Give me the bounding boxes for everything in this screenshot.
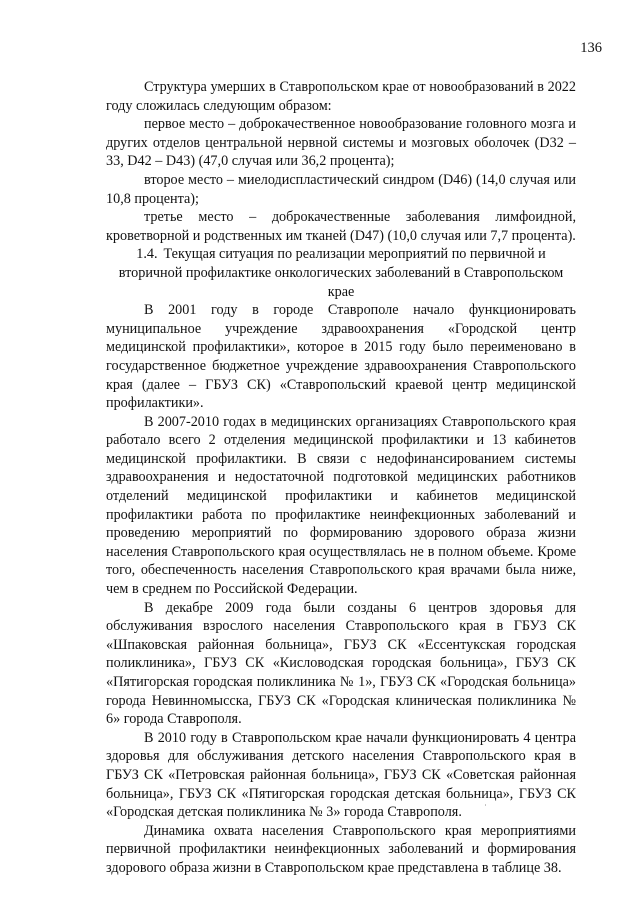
body-paragraph-5: Динамика охвата населения Ставропольского края мероприятиями первичной профилактики неинфекционных заболеваний и формирования здорового образа жизни в Ставропольском крае представлена в таблице 38. (106, 822, 576, 876)
intro-paragraph-2: первое место – доброкачественное новообразование головного мозга и других отделов центральной нервной системы и мозговых оболочек (D32 – 33, D42 – D43) (47,0 случая или 36,2 процента); (106, 116, 576, 170)
body-paragraph-1: В 2001 году в городе Ставрополе начало функционировать муниципальное учреждение здравоохранения «Городской центр медицинской профилактики», которое в 2015 году было переименовано в государственное бюджетное учреждение здравоохранения Ставропольского края (далее – ГБУЗ СК) «Ставропольский краевой центр медицинской профилактики». (106, 302, 576, 412)
section-title: Текущая ситуация по реализации мероприятий по первичной и вторичной профилактике онкологических заболеваний в Ставропольском крае (118, 246, 564, 300)
scan-speck: ˙ (484, 803, 487, 813)
body-paragraph-3: В декабре 2009 года были созданы 6 центров здоровья для обслуживания взрослого населения Ставропольского края в ГБУЗ СК «Шпаковская районная больница», ГБУЗ СК «Ессентукская городская поликлиника», ГБУЗ СК «Кисловодская городская больница», ГБУЗ СК «Пятигорская городская поликлиника № 1», ГБУЗ СК «Городская больница» города Невинномысска, ГБУЗ СК «Городская клиническая поликлиника № 6» города Ставрополя. (106, 599, 576, 728)
page-number: 136 (580, 40, 602, 56)
document-body (106, 78, 576, 878)
intro-paragraph-3: второе место – миелодиспластический синдром (D46) (14,0 случая или 10,8 процента); (106, 171, 576, 207)
intro-paragraph-4: третье место – доброкачественные заболевания лимфоидной, кроветворной и родственных им тканей (D47) (10,0 случая или 7,7 процента). (106, 209, 576, 244)
section-number: 1.4. (136, 246, 158, 263)
body-paragraph-4: В 2010 году в Ставропольском крае начали функционировать 4 центра здоровья для обслуживания детского населения Ставропольского края в ГБУЗ СК «Петровская районная больница», ГБУЗ СК «Советская районная больница», ГБУЗ СК «Пятигорская городская детская больница», ГБУЗ СК «Городская детская поликлиника № 3» города Ставрополя. (106, 729, 576, 821)
section-heading (106, 245, 576, 301)
body-paragraph-2: В 2007-2010 годах в медицинских организациях Ставропольского края работало всего 2 отделения медицинской профилактики и 13 кабинетов медицинской профилактики. В связи с недофинансированием системы здравоохранения и недостаточной подготовкой медицинских работников отделений медицинской профилактики и кабинетов медицинской профилактики работа по профилактике неинфекционных заболеваний и проведению мероприятий по формированию здорового образа жизни населения Ставропольского края осуществлялась не в полном объеме. Кроме того, обеспеченность населения Ставропольского края врачами была ниже, чем в среднем по Российской Федерации. (106, 413, 576, 598)
intro-paragraph-1: Структура умерших в Ставропольском крае от новообразований в 2022 году сложилась следующим образом: (106, 79, 576, 114)
